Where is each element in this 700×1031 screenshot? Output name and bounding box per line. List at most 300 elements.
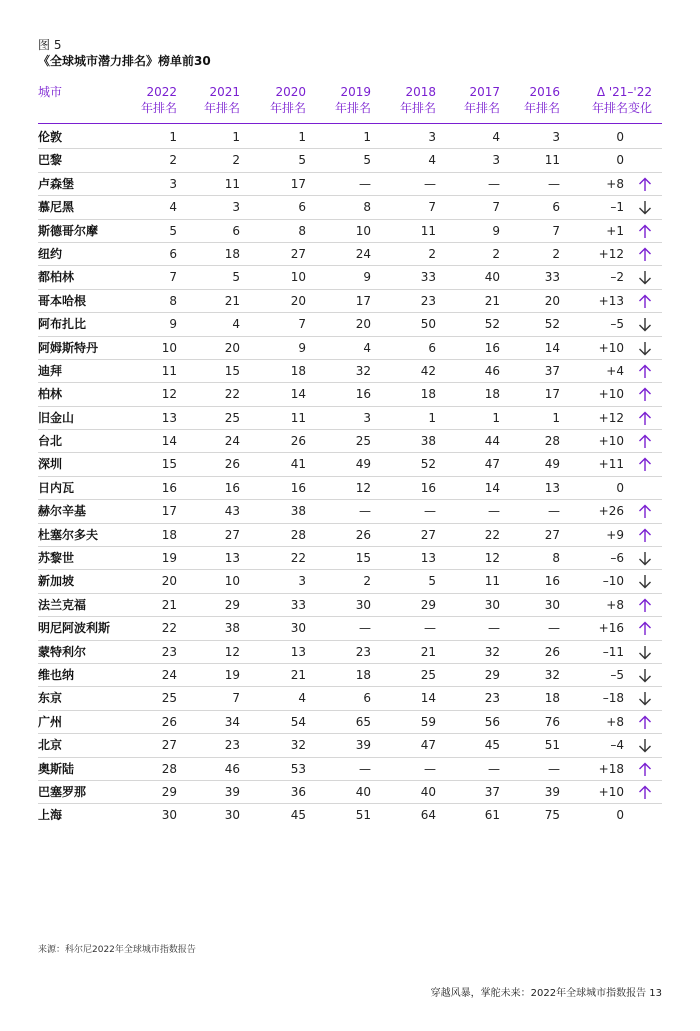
rank-2020: 45 xyxy=(290,808,306,823)
rank-delta: 0 xyxy=(616,480,624,495)
rank-2019: 16 xyxy=(355,387,371,402)
column-header-2018 xyxy=(400,84,436,116)
rank-2017: 16 xyxy=(484,340,500,355)
rank-2022: 12 xyxy=(161,387,177,402)
rank-2021: 29 xyxy=(224,597,240,612)
rank-2022: 4 xyxy=(169,200,177,215)
city-name: 法兰克福 xyxy=(38,597,87,612)
table-row xyxy=(38,758,662,781)
rank-delta: +26 xyxy=(598,504,624,519)
rank-2021: 11 xyxy=(224,176,240,191)
rank-2021: 16 xyxy=(224,480,240,495)
rank-2016: 7 xyxy=(552,223,560,238)
rank-2017: — xyxy=(488,621,500,636)
rank-2020: 28 xyxy=(290,527,306,542)
rank-2018: 1 xyxy=(428,410,436,425)
rank-2018: 21 xyxy=(420,644,436,659)
rank-2016: — xyxy=(548,504,560,519)
rank-2019: 2 xyxy=(363,574,371,589)
rank-2016: 26 xyxy=(544,644,560,659)
rank-2020: 16 xyxy=(290,480,306,495)
rank-2016: 11 xyxy=(544,153,560,168)
rank-2017: 52 xyxy=(484,317,500,332)
rank-2021: 27 xyxy=(224,527,240,542)
city-name: 哥本哈根 xyxy=(38,293,87,308)
rank-2017: 44 xyxy=(484,434,500,449)
arrow-up-icon xyxy=(638,294,652,309)
rank-2021: 23 xyxy=(224,738,240,753)
rank-2021: 15 xyxy=(224,363,240,378)
rank-2018: 7 xyxy=(428,200,436,215)
rank-2022: 2 xyxy=(169,153,177,168)
column-header-line2: 年排名 xyxy=(399,101,436,115)
rank-delta: –5 xyxy=(610,317,624,332)
rank-2019: 32 xyxy=(355,363,371,378)
rank-2017: 1 xyxy=(492,410,500,425)
table-row xyxy=(38,453,662,476)
city-name: 蒙特利尔 xyxy=(38,644,87,659)
arrow-down-icon xyxy=(638,668,652,683)
arrow-up-icon xyxy=(638,457,652,472)
rank-2019: 20 xyxy=(355,317,371,332)
column-header-2017 xyxy=(464,84,500,116)
column-header-line1: Δ '21–'22 xyxy=(596,85,652,99)
rank-delta: +12 xyxy=(598,410,624,425)
rank-2019: 8 xyxy=(363,200,371,215)
rank-2017: — xyxy=(488,761,500,776)
rank-2017: 46 xyxy=(484,363,500,378)
arrow-down-icon xyxy=(638,341,652,356)
rank-delta: –10 xyxy=(602,574,624,589)
rank-2021: 25 xyxy=(224,410,240,425)
rank-2021: 20 xyxy=(224,340,240,355)
rank-2020: 11 xyxy=(290,410,306,425)
rank-2016: 39 xyxy=(544,784,560,799)
city-name: 广州 xyxy=(38,714,63,729)
table-header xyxy=(38,84,662,124)
rank-2016: 30 xyxy=(544,597,560,612)
rank-2022: 9 xyxy=(169,317,177,332)
rank-2020: 20 xyxy=(290,293,306,308)
rank-2019: 17 xyxy=(355,293,371,308)
rank-2018: 16 xyxy=(420,480,436,495)
rank-2017: 21 xyxy=(484,293,500,308)
rank-2019: 65 xyxy=(355,714,371,729)
column-header-line2: 年排名 xyxy=(334,101,371,115)
table-row xyxy=(38,711,662,734)
arrow-up-icon xyxy=(638,621,652,636)
rank-2017: 37 xyxy=(484,784,500,799)
arrow-up-icon xyxy=(638,387,652,402)
rank-2021: 4 xyxy=(232,317,240,332)
table-row xyxy=(38,313,662,336)
rank-2017: 22 xyxy=(484,527,500,542)
rank-2017: 56 xyxy=(484,714,500,729)
column-header-line1: 2016 xyxy=(529,85,560,99)
arrow-up-icon xyxy=(638,177,652,192)
column-header-city xyxy=(38,84,62,100)
column-header-line2: 年排名 xyxy=(269,101,306,115)
arrow-up-icon xyxy=(638,411,652,426)
rank-2018: 11 xyxy=(420,223,436,238)
arrow-down-icon xyxy=(638,691,652,706)
rank-2016: — xyxy=(548,621,560,636)
source-note: 来源：科尔尼2022年全球城市指数报告 xyxy=(38,945,196,955)
rank-2016: 18 xyxy=(544,691,560,706)
rank-2018: 3 xyxy=(428,130,436,144)
arrow-up-icon xyxy=(638,247,652,262)
column-header-line1: 2017 xyxy=(469,85,500,99)
arrow-up-icon xyxy=(638,715,652,730)
rank-2019: 23 xyxy=(355,644,371,659)
rank-2020: 6 xyxy=(298,200,306,215)
rank-2019: 10 xyxy=(355,223,371,238)
city-name: 慕尼黑 xyxy=(38,200,75,215)
table-row xyxy=(38,617,662,640)
rank-delta: +16 xyxy=(598,621,624,636)
table-row xyxy=(38,500,662,523)
city-name: 纽约 xyxy=(38,246,63,261)
table-row xyxy=(38,266,662,289)
column-header-line1: 2020 xyxy=(275,85,306,99)
table-row xyxy=(38,524,662,547)
rank-2021: 43 xyxy=(224,504,240,519)
rank-2016: 75 xyxy=(544,808,560,823)
rank-2022: 19 xyxy=(161,551,177,566)
column-header-2016 xyxy=(524,84,560,116)
city-name: 卢森堡 xyxy=(38,176,75,191)
city-name: 新加坡 xyxy=(38,574,75,589)
rank-2022: 8 xyxy=(169,293,177,308)
rank-2020: 30 xyxy=(290,621,306,636)
table-row xyxy=(38,173,662,196)
rank-2017: 9 xyxy=(492,223,500,238)
rank-2016: — xyxy=(548,176,560,191)
rank-2016: 2 xyxy=(552,246,560,261)
rank-2021: 38 xyxy=(224,621,240,636)
rank-2021: 3 xyxy=(232,200,240,215)
rank-2018: 2 xyxy=(428,246,436,261)
rank-2020: 5 xyxy=(298,153,306,168)
rank-2019: 30 xyxy=(355,597,371,612)
rank-2016: 20 xyxy=(544,293,560,308)
rank-delta: +10 xyxy=(598,387,624,402)
city-name: 台北 xyxy=(38,434,63,449)
rank-2019: 24 xyxy=(355,246,371,261)
rank-2017: 29 xyxy=(484,667,500,682)
arrow-up-icon xyxy=(638,598,652,613)
figure-label: 图 5 xyxy=(38,38,62,52)
rank-2018: 18 xyxy=(420,387,436,402)
rank-2017: 4 xyxy=(492,130,500,144)
rank-2018: 25 xyxy=(420,667,436,682)
rank-2020: 13 xyxy=(290,644,306,659)
rank-2020: 9 xyxy=(298,340,306,355)
rank-2020: 22 xyxy=(290,551,306,566)
city-name: 日内瓦 xyxy=(38,480,75,495)
arrow-down-icon xyxy=(638,270,652,285)
rank-2017: 11 xyxy=(484,574,500,589)
rank-2019: 39 xyxy=(355,738,371,753)
rank-delta: –1 xyxy=(610,200,624,215)
rank-delta: –5 xyxy=(610,667,624,682)
rank-2022: 30 xyxy=(161,808,177,823)
rank-2018: — xyxy=(424,176,436,191)
rank-2019: 4 xyxy=(363,340,371,355)
arrow-down-icon xyxy=(638,317,652,332)
rank-2021: 21 xyxy=(224,293,240,308)
rank-delta: +8 xyxy=(606,176,624,191)
rank-2019: 15 xyxy=(355,551,371,566)
rank-2016: 33 xyxy=(544,270,560,285)
rank-2017: 32 xyxy=(484,644,500,659)
rank-delta: 0 xyxy=(616,130,624,144)
rank-2016: 13 xyxy=(544,480,560,495)
arrow-up-icon xyxy=(638,528,652,543)
rank-delta: +18 xyxy=(598,761,624,776)
rank-2021: 19 xyxy=(224,667,240,682)
table-row xyxy=(38,547,662,570)
rank-delta: +8 xyxy=(606,597,624,612)
rank-delta: 0 xyxy=(616,153,624,168)
rank-2022: 14 xyxy=(161,434,177,449)
rank-2022: 18 xyxy=(161,527,177,542)
rank-2018: 52 xyxy=(420,457,436,472)
city-name: 伦敦 xyxy=(38,130,63,144)
column-header-2022 xyxy=(141,84,177,116)
rank-2018: 59 xyxy=(420,714,436,729)
table-row xyxy=(38,687,662,710)
arrow-up-icon xyxy=(638,224,652,239)
rank-2019: 18 xyxy=(355,667,371,682)
rank-delta: +4 xyxy=(606,363,624,378)
rank-2019: — xyxy=(359,504,371,519)
rank-2020: 54 xyxy=(290,714,306,729)
rank-2022: 21 xyxy=(161,597,177,612)
rank-2018: 4 xyxy=(428,153,436,168)
rank-2020: 32 xyxy=(290,738,306,753)
rank-2022: 3 xyxy=(169,176,177,191)
rank-2020: 21 xyxy=(290,667,306,682)
rank-2020: 17 xyxy=(290,176,306,191)
rank-2020: 36 xyxy=(290,784,306,799)
rank-2017: 23 xyxy=(484,691,500,706)
rank-2021: 30 xyxy=(224,808,240,823)
rank-2020: 41 xyxy=(290,457,306,472)
rank-2016: 3 xyxy=(552,130,560,144)
rank-2017: — xyxy=(488,504,500,519)
column-header-line2: 年排名 xyxy=(463,101,500,115)
rank-2022: 24 xyxy=(161,667,177,682)
page-footer: 穿越风暴，掌舵未来：2022年全球城市指数报告 13 xyxy=(430,988,662,999)
ranking-table xyxy=(38,126,662,827)
city-name: 明尼阿波利斯 xyxy=(38,621,111,636)
table-row xyxy=(38,126,662,149)
rank-2018: 47 xyxy=(420,738,436,753)
rank-2020: 33 xyxy=(290,597,306,612)
city-name: 苏黎世 xyxy=(38,551,75,566)
arrow-up-icon xyxy=(638,434,652,449)
rank-2022: 6 xyxy=(169,246,177,261)
rank-delta: +13 xyxy=(598,293,624,308)
table-row xyxy=(38,196,662,219)
table-row xyxy=(38,290,662,313)
rank-2016: 28 xyxy=(544,434,560,449)
arrow-up-icon xyxy=(638,364,652,379)
rank-2020: 27 xyxy=(290,246,306,261)
rank-2016: 6 xyxy=(552,200,560,215)
rank-2021: 26 xyxy=(224,457,240,472)
rank-2017: 18 xyxy=(484,387,500,402)
header-divider xyxy=(38,123,662,124)
table-row xyxy=(38,383,662,406)
rank-2022: 23 xyxy=(161,644,177,659)
rank-2019: 9 xyxy=(363,270,371,285)
rank-2016: 14 xyxy=(544,340,560,355)
city-name: 斯德哥尔摩 xyxy=(38,223,99,238)
rank-2017: 12 xyxy=(484,551,500,566)
rank-2021: 46 xyxy=(224,761,240,776)
table-row xyxy=(38,594,662,617)
table-row xyxy=(38,734,662,757)
rank-2019: — xyxy=(359,761,371,776)
rank-2022: 29 xyxy=(161,784,177,799)
rank-2018: 27 xyxy=(420,527,436,542)
city-name: 都柏林 xyxy=(38,270,75,285)
rank-2021: 7 xyxy=(232,691,240,706)
city-name: 巴黎 xyxy=(38,153,63,168)
rank-delta: –2 xyxy=(610,270,624,285)
city-name: 巴塞罗那 xyxy=(38,784,87,799)
rank-2022: 1 xyxy=(169,130,177,144)
rank-2016: 8 xyxy=(552,551,560,566)
column-header-line1: 2018 xyxy=(405,85,436,99)
rank-2021: 5 xyxy=(232,270,240,285)
city-name: 阿布扎比 xyxy=(38,317,87,332)
rank-2018: — xyxy=(424,621,436,636)
arrow-up-icon xyxy=(638,762,652,777)
rank-2016: 27 xyxy=(544,527,560,542)
arrow-down-icon xyxy=(638,738,652,753)
rank-delta: +9 xyxy=(606,527,624,542)
rank-2022: 28 xyxy=(161,761,177,776)
table-row xyxy=(38,804,662,826)
column-header-2021 xyxy=(204,84,240,116)
rank-2020: 7 xyxy=(298,317,306,332)
rank-delta: +11 xyxy=(598,457,624,472)
rank-delta: –18 xyxy=(602,691,624,706)
rank-2020: 18 xyxy=(290,363,306,378)
rank-2021: 24 xyxy=(224,434,240,449)
rank-2022: 27 xyxy=(161,738,177,753)
rank-2016: 1 xyxy=(552,410,560,425)
city-name: 赫尔辛基 xyxy=(38,504,87,519)
rank-2020: 3 xyxy=(298,574,306,589)
rank-2019: — xyxy=(359,621,371,636)
rank-2020: 4 xyxy=(298,691,306,706)
rank-2018: 13 xyxy=(420,551,436,566)
column-header-line2: 年排名 xyxy=(523,101,560,115)
rank-2021: 1 xyxy=(232,130,240,144)
arrow-down-icon xyxy=(638,574,652,589)
rank-2022: 15 xyxy=(161,457,177,472)
city-name: 旧金山 xyxy=(38,410,75,425)
rank-2017: 30 xyxy=(484,597,500,612)
rank-2021: 2 xyxy=(232,153,240,168)
rank-2022: 20 xyxy=(161,574,177,589)
rank-2016: 17 xyxy=(544,387,560,402)
rank-2017: 40 xyxy=(484,270,500,285)
rank-delta: +8 xyxy=(606,714,624,729)
city-name: 北京 xyxy=(38,738,63,753)
rank-2020: 1 xyxy=(298,130,306,144)
column-header-line2: 年排名 xyxy=(140,101,177,115)
rank-2017: 2 xyxy=(492,246,500,261)
column-header-delta xyxy=(592,84,652,116)
column-header-line1: 2021 xyxy=(209,85,240,99)
rank-delta: –11 xyxy=(602,644,624,659)
rank-2022: 11 xyxy=(161,363,177,378)
rank-delta: +1 xyxy=(606,223,624,238)
rank-2017: 61 xyxy=(484,808,500,823)
rank-2020: 14 xyxy=(290,387,306,402)
rank-2019: 5 xyxy=(363,153,371,168)
column-header-line2: 年排名 xyxy=(203,101,240,115)
arrow-down-icon xyxy=(638,551,652,566)
arrow-up-icon xyxy=(638,785,652,800)
city-name: 维也纳 xyxy=(38,667,75,682)
rank-2017: 14 xyxy=(484,480,500,495)
rank-delta: 0 xyxy=(616,808,624,823)
column-header-line2: 年排名变化 xyxy=(591,101,652,115)
city-name: 深圳 xyxy=(38,457,63,472)
rank-2019: 26 xyxy=(355,527,371,542)
rank-2019: 3 xyxy=(363,410,371,425)
rank-2020: 26 xyxy=(290,434,306,449)
rank-2017: 7 xyxy=(492,200,500,215)
rank-2016: 32 xyxy=(544,667,560,682)
rank-2022: 10 xyxy=(161,340,177,355)
rank-2018: 42 xyxy=(420,363,436,378)
rank-2017: — xyxy=(488,176,500,191)
rank-delta: +10 xyxy=(598,434,624,449)
rank-delta: +12 xyxy=(598,246,624,261)
rank-delta: +10 xyxy=(598,340,624,355)
rank-2018: 5 xyxy=(428,574,436,589)
table-row xyxy=(38,407,662,430)
rank-2016: 76 xyxy=(544,714,560,729)
rank-2018: 64 xyxy=(420,808,436,823)
rank-2021: 13 xyxy=(224,551,240,566)
rank-2016: 49 xyxy=(544,457,560,472)
rank-2018: 29 xyxy=(420,597,436,612)
city-name: 奥斯陆 xyxy=(38,761,75,776)
rank-2022: 17 xyxy=(161,504,177,519)
city-name: 柏林 xyxy=(38,387,63,402)
rank-2022: 5 xyxy=(169,223,177,238)
rank-2021: 39 xyxy=(224,784,240,799)
arrow-up-icon xyxy=(638,504,652,519)
rank-2017: 45 xyxy=(484,738,500,753)
column-header-line1: 2019 xyxy=(340,85,371,99)
table-row xyxy=(38,570,662,593)
rank-2022: 16 xyxy=(161,480,177,495)
rank-2019: 40 xyxy=(355,784,371,799)
rank-2018: 14 xyxy=(420,691,436,706)
rank-2020: 8 xyxy=(298,223,306,238)
arrow-down-icon xyxy=(638,200,652,215)
table-row xyxy=(38,149,662,172)
